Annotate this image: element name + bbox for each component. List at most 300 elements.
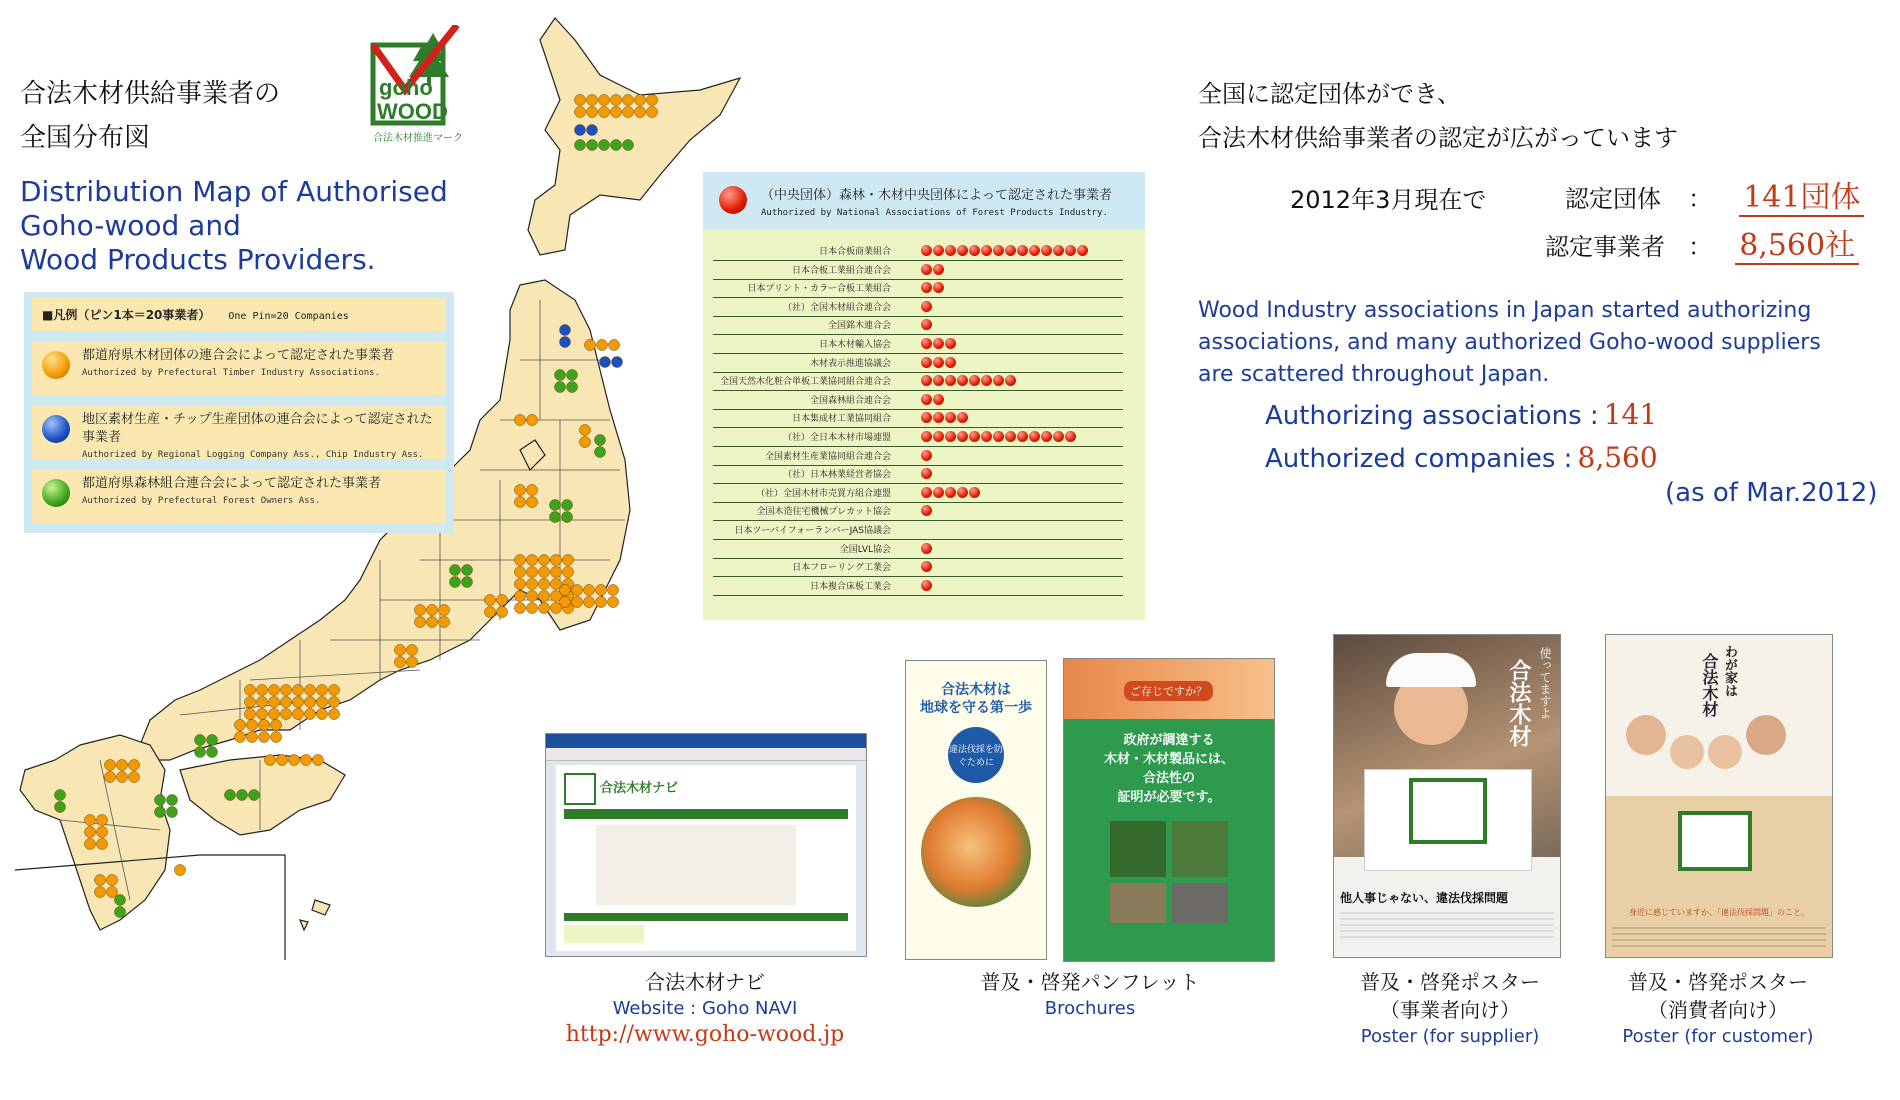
map-pin — [55, 802, 66, 813]
map-pin — [584, 585, 595, 596]
poster-supplier-vertical1: 使ってますよ — [1538, 647, 1552, 719]
map-pin — [281, 709, 292, 720]
map-pin — [107, 875, 118, 886]
website-caption — [535, 968, 875, 1047]
red-pin-icon — [969, 375, 980, 386]
map-pin — [395, 657, 406, 668]
svg-text:WOOD: WOOD — [377, 99, 448, 124]
map-pin — [599, 107, 610, 118]
association-pins — [921, 412, 969, 424]
red-pin-icon — [921, 412, 932, 423]
red-pin-icon — [933, 264, 944, 275]
association-name: 全国森林組合連合会 — [809, 395, 891, 406]
brochure-caption — [960, 968, 1220, 1022]
red-pin-icon — [957, 412, 968, 423]
map-pin — [115, 895, 126, 906]
poster-supplier-caption-jp1: 普及・啓発ポスター — [1360, 970, 1540, 994]
map-pin — [609, 340, 620, 351]
association-name: 日本プリント・カラー合板工業組合 — [747, 284, 891, 295]
red-pin-icon — [993, 245, 1004, 256]
brochure2-line1: 政府が調達する — [1123, 733, 1215, 748]
poster-supplier-sign — [1364, 769, 1532, 871]
map-pin — [175, 865, 186, 876]
map-pin — [249, 790, 260, 801]
helmet-icon — [1386, 653, 1476, 687]
red-pin-icon — [921, 338, 932, 349]
website-url[interactable]: http://www.goho-wood.jp — [565, 1022, 845, 1047]
map-pin — [587, 125, 598, 136]
red-pin-icon — [981, 245, 992, 256]
red-pin-icon — [993, 375, 1004, 386]
red-pin-icon — [945, 245, 956, 256]
map-pin — [289, 755, 300, 766]
summary-line2: 合法木材供給事業者の認定が広がっています — [1198, 124, 1678, 152]
map-pin — [599, 95, 610, 106]
red-pin-icon — [921, 375, 932, 386]
map-pin — [329, 685, 340, 696]
red-pin-icon — [957, 487, 968, 498]
map-pin — [611, 95, 622, 106]
map-pin — [580, 425, 591, 436]
map-pin — [427, 617, 438, 628]
map-pin — [635, 107, 646, 118]
brochure2-line3: 合法性の — [1142, 771, 1195, 786]
browser-toolbar — [546, 748, 866, 761]
red-pin-icon — [1029, 245, 1040, 256]
map-pin — [560, 325, 571, 336]
legend-item-label-en: Authorized by Prefectural Forest Owners Ass. — [82, 496, 321, 506]
map-pin — [265, 755, 276, 766]
map-pin — [207, 735, 218, 746]
en-stat-comp-value: 8,560 — [1577, 441, 1658, 474]
association-row — [713, 242, 1123, 261]
map-pin — [129, 772, 140, 783]
brochure2-question: ご存じですか？ — [1124, 681, 1213, 701]
map-pin — [129, 760, 140, 771]
red-pin-icon — [921, 561, 932, 572]
poster-supplier-vertical2: 合法木材 — [1506, 659, 1531, 747]
association-row — [713, 502, 1123, 521]
map-pin — [167, 807, 178, 818]
map-pin — [563, 555, 574, 566]
map-pin — [597, 340, 608, 351]
map-pin — [647, 95, 658, 106]
association-name: 日本ツーバイフォーランバーJAS協議会 — [734, 526, 891, 536]
en-stat-asof: (as of Mar.2012) — [1665, 478, 1878, 508]
map-pin — [95, 887, 106, 898]
stat-assoc-label: 認定団体 — [1565, 185, 1661, 213]
map-title-en-line3: Wood Products Providers. — [20, 243, 376, 276]
red-pin-icon — [1005, 431, 1016, 442]
brochure1-title-line1: 合法木材は — [941, 682, 1011, 698]
red-pin-icon — [921, 282, 932, 293]
poster-customer-caption-jp1: 普及・啓発ポスター — [1628, 970, 1808, 994]
association-name: 全国LVL協会 — [839, 544, 891, 555]
map-pin — [269, 697, 280, 708]
map-pin — [317, 709, 328, 720]
forest-photo-icon — [1172, 821, 1228, 877]
association-row — [713, 465, 1123, 484]
map-pin — [527, 485, 538, 496]
map-pin — [97, 839, 108, 850]
stat-comp-value: 8,560社 — [1735, 228, 1859, 265]
map-pin — [407, 657, 418, 668]
map-pin — [612, 357, 623, 368]
map-pin — [527, 579, 538, 590]
map-pin — [395, 645, 406, 656]
website-page — [556, 765, 856, 951]
brochure1-sub: 違法伐採を防ぐために — [948, 727, 1004, 783]
map-pin — [293, 685, 304, 696]
map-pin — [462, 577, 473, 588]
association-pins — [921, 375, 1017, 387]
map-pin — [269, 685, 280, 696]
red-pin-icon — [969, 487, 980, 498]
association-pins — [921, 338, 957, 350]
map-pin — [515, 497, 526, 508]
red-pin-icon — [933, 338, 944, 349]
map-pin — [539, 579, 550, 590]
brochure2-photos-2 — [1064, 883, 1274, 923]
red-pin-icon — [1017, 245, 1028, 256]
map-pin — [85, 827, 96, 838]
map-pin — [611, 140, 622, 151]
red-pin-icon — [933, 431, 944, 442]
map-pin — [245, 709, 256, 720]
legend-item-label-jp: 都道府県森林組合連合会によって認定された事業者 — [82, 476, 382, 491]
map-pin — [305, 709, 316, 720]
legend-item-label-jp: 地区素材生産・チップ生産団体の連合会によって認定された事業者 — [82, 412, 433, 445]
association-row — [713, 316, 1123, 335]
map-pin — [600, 357, 611, 368]
association-pins — [921, 561, 933, 573]
map-pin — [415, 605, 426, 616]
stat-separator: ： — [1688, 233, 1713, 261]
map-pin — [97, 827, 108, 838]
red-pin-icon — [921, 543, 932, 554]
association-row — [713, 372, 1123, 391]
red-pin-icon — [945, 412, 956, 423]
map-pin — [527, 603, 538, 614]
association-row — [713, 391, 1123, 410]
association-pins — [921, 543, 933, 555]
goho-logo-icon — [1409, 778, 1487, 844]
map-pin — [585, 340, 596, 351]
map-pin — [55, 790, 66, 801]
poster-customer-vertical2: 合法木材 — [1700, 653, 1719, 717]
map-pin — [497, 607, 508, 618]
map-pin — [527, 415, 538, 426]
association-row — [713, 428, 1123, 447]
poster-customer-fineprint — [1612, 927, 1826, 949]
brochure1-title-line2: 地球を守る第一歩 — [920, 700, 1032, 716]
website-screenshot — [545, 733, 867, 957]
red-pin-icon — [921, 301, 932, 312]
summary-en-desc — [1198, 295, 1821, 391]
forest-photo-icon — [1110, 821, 1166, 877]
poster-supplier-caption-en: Poster (for supplier) — [1360, 1026, 1540, 1047]
map-title-en-line2: Goho-wood and — [20, 209, 241, 242]
orange-pin-icon — [42, 351, 70, 379]
association-name: 木材表示推進協議会 — [809, 358, 891, 369]
association-pins — [921, 264, 945, 276]
associations-header — [703, 172, 1145, 230]
en-stat-assoc — [1265, 398, 1657, 431]
map-pin — [550, 512, 561, 523]
red-pin-icon — [921, 319, 932, 330]
map-pin — [563, 567, 574, 578]
poster-customer-caption-en: Poster (for customer) — [1622, 1026, 1814, 1047]
association-name: 日本集成材工業協同組合 — [791, 414, 891, 425]
map-pin — [95, 875, 106, 886]
association-pins — [921, 505, 933, 517]
summary-en-desc1: Wood Industry associations in Japan started authorizing — [1198, 298, 1812, 323]
poster-customer-caption-jp2: （消費者向け） — [1648, 998, 1788, 1022]
map-pin — [555, 382, 566, 393]
association-name: 全国銘木連合会 — [827, 321, 891, 332]
poster-supplier-caption — [1330, 968, 1570, 1050]
poster-supplier-fineprint — [1340, 912, 1554, 942]
association-row — [713, 540, 1123, 559]
map-pin — [237, 790, 248, 801]
red-pin-icon — [981, 375, 992, 386]
association-row — [713, 577, 1123, 596]
en-stat-comp — [1265, 441, 1658, 474]
red-pin-icon — [1065, 245, 1076, 256]
association-name: （社）日本林業経営者協会 — [782, 470, 891, 481]
red-pin-icon — [921, 357, 932, 368]
legend-item-prefectural-timber — [32, 341, 446, 395]
map-pin — [271, 720, 282, 731]
goho-logo-icon — [1678, 811, 1752, 871]
brochure-caption-jp: 普及・啓発パンフレット — [980, 970, 1200, 994]
map-pin — [575, 95, 586, 106]
map-pin — [155, 795, 166, 806]
associations-title-en: Authorized by National Associations of Forest Products Industry. — [761, 208, 1108, 218]
map-title-en-line1: Distribution Map of Authorised — [20, 175, 448, 208]
map-title-jp-line1: 合法木材供給事業者の — [20, 79, 281, 109]
map-pin — [560, 585, 571, 596]
brochure-2 — [1063, 658, 1275, 962]
map-pin — [587, 107, 598, 118]
association-pins — [921, 487, 981, 499]
legend-item-forest-owners — [32, 469, 446, 523]
association-name: 全国天然木化粧合単板工業協同組合連合会 — [719, 377, 891, 388]
site-logo-icon — [564, 773, 596, 805]
map-pin — [575, 107, 586, 118]
red-pin-icon — [933, 487, 944, 498]
map-pin — [85, 815, 96, 826]
map-pin — [485, 595, 496, 606]
map-okinawa — [312, 900, 330, 915]
map-pin — [485, 607, 496, 618]
association-pins — [921, 431, 1077, 443]
brochure2-line4: 証明が必要です。 — [1117, 790, 1221, 805]
map-pin — [115, 907, 126, 918]
red-pin-icon — [921, 394, 932, 405]
map-pin — [235, 732, 246, 743]
red-pin-icon — [933, 282, 944, 293]
association-pins — [921, 301, 933, 313]
map-pin — [550, 500, 561, 511]
poster-customer-headline: 身近に感じていますか、「違法伐採問題」のこと。 — [1629, 908, 1809, 917]
map-pin — [623, 140, 634, 151]
map-pin — [572, 597, 583, 608]
map-pin — [515, 603, 526, 614]
map-pin — [257, 697, 268, 708]
red-pin-icon — [921, 245, 932, 256]
map-pin — [167, 795, 178, 806]
poster-supplier-headline: 他人事じゃない、違法伐採問題 — [1340, 891, 1509, 905]
map-legend — [24, 292, 454, 533]
poster-customer-caption — [1598, 968, 1838, 1050]
red-pin-icon — [993, 431, 1004, 442]
red-pin-icon — [957, 375, 968, 386]
globe-icon — [921, 797, 1031, 907]
map-pin — [527, 567, 538, 578]
association-row — [713, 558, 1123, 577]
map-pin — [105, 772, 116, 783]
map-pin — [587, 140, 598, 151]
lumber-photo-icon — [1110, 883, 1166, 923]
map-pin — [439, 605, 450, 616]
map-pin — [587, 95, 598, 106]
association-name: （社）全日本木材市場連盟 — [782, 433, 891, 443]
association-row — [713, 484, 1123, 503]
poster-supplier — [1333, 634, 1561, 958]
map-pin — [235, 720, 246, 731]
stat-separator: ： — [1688, 185, 1713, 213]
map-pin — [195, 747, 206, 758]
map-pin — [313, 755, 324, 766]
person-icon — [1708, 735, 1742, 769]
map-pin — [462, 565, 473, 576]
red-pin-icon — [933, 375, 944, 386]
association-name: 日本フローリング工業会 — [792, 563, 891, 574]
legend-item-label-jp: 都道府県木材団体の連合会によって認定された事業者 — [82, 348, 395, 363]
red-pin-icon — [1017, 431, 1028, 442]
map-pin — [301, 755, 312, 766]
red-pin-icon — [921, 264, 932, 275]
site-box — [564, 925, 644, 943]
poster-customer-vertical1: わが家は — [1722, 645, 1737, 697]
map-pin — [567, 382, 578, 393]
map-pin — [259, 720, 270, 731]
red-pin-icon — [945, 487, 956, 498]
map-pin — [611, 107, 622, 118]
map-pin — [450, 565, 461, 576]
poster-supplier-photo — [1334, 635, 1560, 857]
association-name: 日本合板工業組合連合会 — [791, 265, 891, 276]
red-pin-icon — [1005, 375, 1016, 386]
stat-comp-label: 認定事業者 — [1545, 233, 1665, 261]
association-name: 日本木材輸入協会 — [818, 340, 891, 350]
legend-header-jp: ■凡例（ピン1本＝20事業者） — [42, 308, 211, 322]
map-pin — [117, 772, 128, 783]
map-pin — [305, 697, 316, 708]
map-pin — [277, 755, 288, 766]
red-pin-icon — [921, 450, 932, 461]
association-pins — [921, 282, 945, 294]
association-pins — [921, 468, 933, 480]
map-pin — [596, 597, 607, 608]
map-pin — [575, 140, 586, 151]
red-pin-icon — [1053, 245, 1064, 256]
red-pin-icon — [933, 357, 944, 368]
map-pin — [305, 685, 316, 696]
map-title-jp-line2: 全国分布図 — [20, 123, 151, 153]
red-pin-icon — [945, 357, 956, 368]
map-pin — [567, 370, 578, 381]
map-pin — [225, 790, 236, 801]
map-pin — [97, 815, 108, 826]
map-pin — [599, 140, 610, 151]
association-pins — [921, 319, 933, 331]
association-pins — [921, 357, 957, 369]
poster-supplier-caption-jp2: （事業者向け） — [1380, 998, 1520, 1022]
map-pin — [595, 447, 606, 458]
associations-title-jp: （中央団体）森林・木材中央団体によって認定された事業者 — [761, 188, 1113, 203]
map-pin — [317, 697, 328, 708]
association-row — [713, 279, 1123, 298]
red-pin-icon — [933, 245, 944, 256]
red-pin-icon — [969, 245, 980, 256]
map-pin — [539, 555, 550, 566]
red-pin-icon — [1005, 245, 1016, 256]
association-row — [713, 261, 1123, 280]
red-pin-icon — [1041, 245, 1052, 256]
summary-line1: 全国に認定団体ができ、 — [1198, 80, 1462, 108]
en-stat-comp-label: Authorized companies : — [1265, 444, 1573, 474]
map-pin — [281, 697, 292, 708]
map-pin — [555, 370, 566, 381]
brochure2-line2: 木材・木材製品には、 — [1103, 752, 1234, 767]
brochure2-wood-image — [1064, 659, 1274, 719]
map-pin — [247, 720, 258, 731]
association-name: 日本複合床板工業会 — [809, 581, 891, 592]
map-pin — [562, 512, 573, 523]
map-pin — [245, 697, 256, 708]
map-pin — [195, 735, 206, 746]
blue-pin-icon — [42, 415, 70, 443]
map-pin — [415, 617, 426, 628]
red-pin-icon — [1077, 245, 1088, 256]
map-pin — [560, 337, 571, 348]
map-pin — [439, 617, 450, 628]
green-pin-icon — [42, 479, 70, 507]
red-pin-icon — [933, 394, 944, 405]
legend-header-en: One Pin=20 Companies — [228, 311, 349, 322]
summary-en-desc2: associations, and many authorized Goho-wood suppliers — [1198, 330, 1821, 355]
map-pin — [539, 567, 550, 578]
red-pin-icon — [969, 431, 980, 442]
family-photo — [1626, 715, 1786, 769]
map-pin — [450, 577, 461, 588]
stat-assoc-row — [1565, 172, 1864, 216]
website-caption-jp: 合法木材ナビ — [645, 970, 765, 994]
website-caption-en: Website : Goho NAVI — [612, 998, 798, 1019]
red-pin-icon — [1065, 431, 1076, 442]
red-pin-icon — [945, 375, 956, 386]
map-pin — [407, 645, 418, 656]
map-pin — [515, 485, 526, 496]
map-pin — [105, 760, 116, 771]
person-icon — [1670, 735, 1704, 769]
association-pins — [921, 450, 933, 462]
map-pin — [515, 555, 526, 566]
association-row — [713, 354, 1123, 373]
map-pin — [527, 555, 538, 566]
